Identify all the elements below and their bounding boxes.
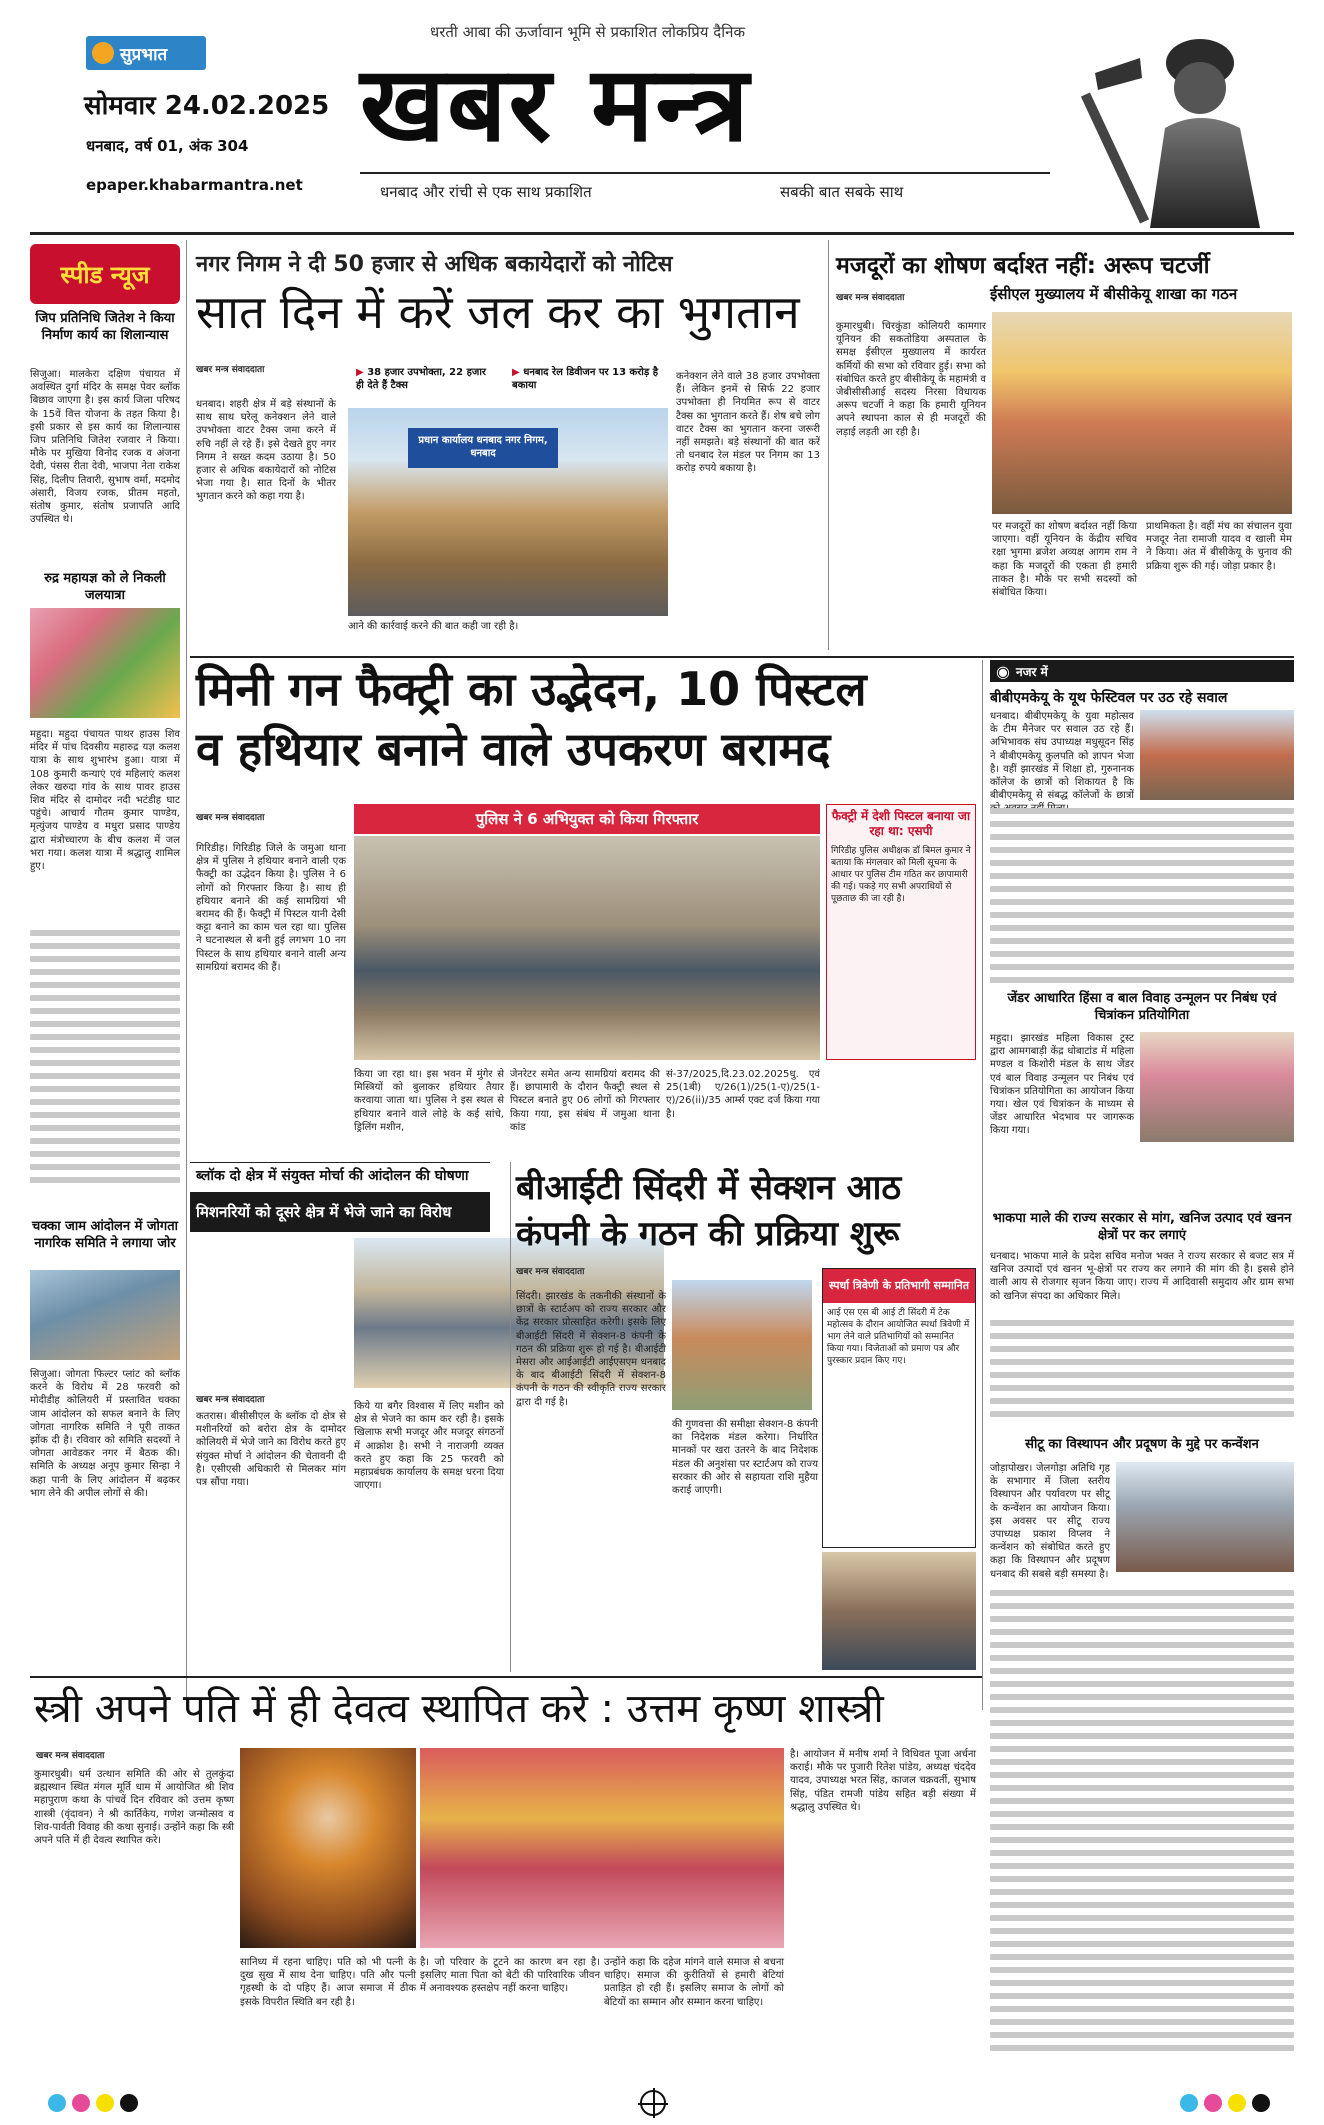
story5-box-head-text: स्पर्धा त्रिवेणी के प्रतिभागी सम्मानित [828, 1279, 970, 1292]
story2-headline: मजदूरों का शोषण बर्दाश्त नहीं: अरूप चटर्जी [836, 253, 1210, 279]
story5-headline-1: बीआईटी सिंदरी में सेक्शन आठ [516, 1168, 902, 1208]
story1-tag-2-text: धनबाद रेल डिवीजन पर 13 करोड़ है बकाया [512, 367, 659, 391]
right-text-4: जोड़ापोखर। जेलगोड़ा अतिथि गृह के सभागार में जिला स्तरीय विस्थापन और पर्यावरण पर सीटू के कन्वेंशन का आयोजन किया। इस अवसर पर सीटू राज्य उपाध्यक्ष प्रकाश विप्लव ने कन्वेंशन को संबोधित करते हुए कहा कि विस्थापन और प्रदूषण धनबाद की सबसे बड़ी समस्या है। [990, 1463, 1110, 1580]
story4-headline: ब्लॉक दो क्षेत्र में संयुक्त मोर्चा की आंदोलन की घोषणा [196, 1168, 469, 1184]
right-text-3: धनबाद। भाकपा माले के प्रदेश सचिव मनोज भक्त ने राज्य सरकार से बजट सत्र में खनिज उत्पादों एवं खनन भू-क्षेत्रों पर राज्य कर लगाने की मांग की है। इससे होने वाली आय से रोजगार सृजन किया जाए। राज्य में आदिवासी समुदाय और ग्राम सभा को खनिज संपदा का अधिकार मिले। [990, 1251, 1294, 1302]
right-tag [990, 660, 1294, 682]
right-photo-2 [1140, 1032, 1294, 1142]
story2-col-1: कुमारधुबी। चिरकुंडा कोलियरी कामगार यूनियन की सकतोडिया अस्पताल के समक्ष ईसीएल मुख्यालय में कार्यरत कर्मियों की सभा को रविवार हुई। सभा को संबोधित करते हुए बीसीकेयू के महामंत्री व जेबीसीसीआई सदस्य निरसा विधायक अरूप चटर्जी ने कहा कि हमारी यूनियन अपने स्थापना काल से ही मजदूरों की लड़ाई लड़ती आ रही है। [836, 321, 986, 438]
right-text-4-filler [990, 1590, 1294, 2070]
right-text-2: महुदा। झारखंड महिला विकास ट्रस्ट द्वारा आमगबाड़ी केंद्र धोबाटांड में महिला मण्डल व किशोरी मंडल के साथ जेंडर एवं बाल विवाह उन्मूलन पर निबंध एवं चित्रांकन प्रतियोगिता का आयोजन किया गया। खेल एवं चित्रांकन के माध्यम से जेंडर आधारित भेदभाव पर जागरूक किया गया। [990, 1033, 1134, 1137]
story6-photo-2 [420, 1748, 784, 1948]
right-headline-2: जेंडर आधारित हिंसा व बाल विवाह उन्मूलन पर निबंध एवं चित्रांकन प्रतियोगिता [1007, 991, 1277, 1023]
office-sign-text: प्रधान कार्यालय धनबाद नगर निगम, धनबाद [418, 435, 548, 459]
color-mark-black-2 [1252, 2094, 1270, 2112]
story2-photo [992, 312, 1292, 514]
story3-col-4: सं-37/2025,दि.23.02.2025धु. एवं 25(1बी) ए/26(1)/25(1-ए)/25(1-ए)/26(ii)/35 आर्म्स एक्ट दर्ज किया गया है। [666, 1069, 820, 1120]
issue-date: सोमवार 24.02.2025 [84, 91, 330, 121]
story4-col-1: कतरास। बीसीसीएल के ब्लॉक दो क्षेत्र से मशीनरियों को बरोरा क्षेत्र के दामोदर कोलियरी में भेजे जाने का विरोध करते हुए संयुक्त मोर्चा ने आंदोलन की चेतावनी दी है। एसीएसी अधिकारी से मिलकर मांग पत्र सौंपा गया। [196, 1411, 346, 1489]
story1-divider [828, 240, 829, 650]
story1-headline: सात दिन में करें जल कर का भुगतान [196, 285, 800, 339]
story3-banner [354, 804, 820, 834]
masthead-rule [360, 172, 1050, 174]
story5-byline: खबर मन्त्र संवाददाता [516, 1267, 585, 1277]
mid-rule-2 [190, 1162, 490, 1163]
story5-headline-2: कंपनी के गठन की प्रक्रिया शुरू [516, 1214, 900, 1254]
color-mark-yellow [96, 2094, 114, 2112]
left-photo-1 [30, 608, 180, 718]
left-headline-2: रुद्र महायज्ञ को ले निकली जलयात्रा [44, 571, 166, 603]
mid-rule-1 [190, 656, 1294, 658]
story6-col-3: है। जो परिवार के टूटने का कारण बन रहा है। इसलिए माता पिता को बेटी की पारिवारिक जीवन में अनावश्यक हस्तक्षेप नहीं करना चाहिए। [420, 1957, 600, 1995]
story3-side-text: गिरिडीह पुलिस अधीक्षक डॉ बिमल कुमार ने बताया कि मंगलवार को मिली सूचना के आधार पर पुलिस टीम गठित कर छापामारी की गई। पकड़े गए सभी अपराधियों से पूछताछ की जा रही है। [831, 846, 971, 904]
story4-divider [510, 1162, 511, 1672]
bottom-rule [30, 1676, 982, 1678]
story5-box [822, 1268, 976, 1548]
masthead-title: खबर मन्त्र [360, 43, 751, 165]
story1-kicker: नगर निगम ने दी 50 हजार से अधिक बकायेदारों को नोटिस [196, 252, 673, 277]
office-sign [408, 428, 558, 468]
color-mark-cyan-2 [1180, 2094, 1198, 2112]
masthead-bottom-rule [30, 232, 1294, 235]
color-mark-yellow-2 [1228, 2094, 1246, 2112]
right-text-3-filler [990, 1320, 1294, 1430]
right-text-1: धनबाद। बीबीएमकेयू के युवा महोत्सव के टीम मैनेजर पर सवाल उठ रहे हैं। अभिभावक संघ उपाध्यक्ष मधुसूदन सिंह ने बीबीएमकेयू कुलपति को ज्ञापन भेजा है। वहीं झारखंड में शिक्षा हो, गुरुनानक कॉलेज के छात्रों को शिकायत है कि बीबीएमकेयू से संबद्ध कॉलेजों के छात्रों [990, 711, 1134, 802]
story3-photo [354, 836, 820, 1060]
story1-col-1: धनबाद। शहरी क्षेत्र में बड़े संस्थानों के साथ साथ घरेलू कनेक्शन लेने वाले उपभोक्ता वाटर टैक्स जमा करने में रुचि नहीं ले रहे हैं। इसे देखते हुए नगर निगम ने सख्त कदम उठाया है। 50 हजार से अधिक बकायेदारों को नोटिस भेजा गया है। सात दिनों के भीतर भुगतान करने को कहा गया है। [196, 399, 336, 503]
story6-col-1: कुमारधुबी। धर्म उत्थान समिति की ओर से तुलकुंदा ब्रह्मस्थान स्थित मंगल मूर्ति धाम में आयोजित श्री शिव महापुराण कथा के पांचवें दिन रविवार को उत्तम कृष्ण शास्त्री (वृंदावन) ने श्री कार्तिकेय, गणेश जन्मोत्सव व शिव-पार्वती विवाह की कथा सुनाई। उन्होंने कहा कि स्त्री अपने पति में ही देवत्व स्थापित करे। [34, 1769, 234, 1847]
left-text-2-filler [30, 930, 180, 1210]
story1-col-2: कनेक्शन लेने वाले 38 हजार उपभोक्ता हैं। लेकिन इनमें से सिर्फ 22 हजार उपभोक्ता ही नियमित रूप से वाटर टैक्स का भुगतान करते हैं। शेष बचे लोग वाटर टैक्स का भुगतान करना जरूरी नहीं समझते। बड़े संस्थानों की बात करें तो धनबाद रेल मंडल पर निगम का 13 करोड़ रुपये बकाया है। [676, 371, 820, 475]
story5-box-text: आई एस एस बी आई टी सिंदरी में टेक महोत्सव के दौरान आयोजित स्पर्धा त्रिवेणी में भाग लेने वाले प्रतिभागियों को सम्मानित किया गया। विजेताओं को प्रमाण पत्र और पुरस्कार प्रदान किए गए। [827, 1308, 970, 1366]
story6-col-5: है। आयोजन में मनीष शर्मा ने विधिवत पूजा अर्चना कराई। मौके पर पुजारी रितेश पांडेय, अध्यक्ष चंददेव यादव, उपाध्यक्ष भरत सिंह, काजल चक्रवर्ती, सुभाष सिंह, पंडित रामजी पांडेय सहित बड़ी संख्या में श्रद्धालु उपस्थित थे। [790, 1749, 976, 1813]
masthead-subtitle: धनबाद और रांची से एक साथ प्रकाशित [380, 183, 592, 201]
story1-photo [348, 408, 668, 616]
story6-col-2: सानिध्य में रहना चाहिए। पति को भी पत्नी के दुख सुख में साथ देना चाहिए। पति और पत्नी गृहस्थी के दो पहिए हैं। आज समाज में ठीक इसके विपरीत स्थिति बन रही है। [240, 1957, 416, 2008]
story2-byline: खबर मन्त्र संवाददाता [836, 293, 905, 303]
right-photo-1 [1140, 710, 1294, 800]
story1-tag-2 [512, 366, 662, 392]
right-headline-4: सीटू का विस्थापन और प्रदूषण के मुद्दे पर कन्वेंशन [1025, 1437, 1259, 1452]
story3-byline: खबर मन्त्र संवाददाता [196, 813, 265, 823]
story5-col-1: सिंदरी। झारखंड के तकनीकी संस्थानों के छात्रों के स्टार्टअप को राज्य सरकार और केंद्र सरकार प्रोत्साहित करेगी। इसके लिए बीआईटी सिंदरी में सेक्शन-8 कंपनी के गठन की प्रक्रिया शुरू हो गई है। बीआईटी मेसरा और आईआईटी आईएसएम धनबाद के बाद बीआईटी सिंदरी में सेक्शन-8 कंपनी के गठन की स्वीकृति राज्य सरकार द्वारा दी गई है। [516, 1291, 666, 1408]
left-col-divider [186, 240, 187, 1710]
story1-byline: खबर मन्त्र संवाददाता [196, 365, 265, 375]
right-text-1-filler [990, 808, 1294, 988]
story3-banner-text: पुलिस ने 6 अभियुक्त को किया गिरफ्तार [475, 810, 699, 828]
story3-col-3: जेनरेटर समेत अन्य सामग्रियां बरामद की हैं। छापामारी के दौरान फैक्ट्री स्थल से पिस्टल बनाते हुए 06 लोगों को गिरफ्तार किया गया, इस संबंध में जमुआ थाना कांड [510, 1069, 660, 1133]
story6-headline: स्त्री अपने पति में ही देवत्व स्थापित करे : उत्तम कृष्ण शास्त्री [34, 1686, 884, 1732]
story1-caption: आने की कार्रवाई करने की बात कही जा रही है। [348, 621, 519, 632]
story2-col-2: पर मजदूरों का शोषण बर्दाश्त नहीं किया जाएगा। वहीं यूनियन के केंद्रीय सचिव रक्षा भुगमा ब्रजेश अव्यक्ष आगम राम ने कहा कि मजदूरों की एकता ही हमारी ताकत है। मौके पर सभी सदस्यों को संबोधित किया। [992, 521, 1137, 599]
color-mark-cyan [48, 2094, 66, 2112]
story4-col-2: किये या बगैर विश्वास में लिए मशीन को क्षेत्र से भेजने का काम कर रही है। इसके खिलाफ सभी मजदूर और मजदूर संगठनों में आक्रोश है। सभी ने नाराजगी व्यक्त करते हुए कहा कि 25 फरवरी को महाप्रबंधक कार्यालय के समक्ष धरना दिया जाएगा। [354, 1401, 504, 1492]
speed-news-badge [30, 244, 180, 304]
story5-col-2: की गुणवत्ता की समीक्षा सेक्शन-8 कंपनी का निदेशक मंडल करेगा। निर्धारित मानकों पर खरा उतरने के बाद निदेशक मंडल की अनुशंसा पर स्टार्टअप को राज्य सरकार की ओर से सहायता राशि मुहैया कराई जाएगी। [672, 1419, 818, 1497]
brand-logo-icon [92, 42, 114, 64]
story4-sub: मिशनरियों को दूसरे क्षेत्र में भेजे जाने का विरोध [196, 1203, 452, 1221]
brand-badge-text: सुप्रभात [120, 44, 168, 65]
crosshair-icon [640, 2090, 666, 2116]
story6-byline: खबर मन्त्र संवाददाता [36, 1751, 105, 1761]
miner-statue-image [1090, 18, 1300, 228]
left-text-3: सिजुआ। जोगता फिल्टर प्लांट को ब्लॉक करने के विरोध में 28 फरवरी को मोदीडीह कोलियरी में प्रस्तावित चक्का जाम आंदोलन को सफल बनाने के लिए जोगता नागरिक समिति ने पूरी ताकत झोंक दी है। रविवार को समिति सदस्यों ने जोगता आवेडकर नगर में बैठक की। समिति के अध्यक्ष अनूप कुमार सिन्हा ने कहा पानी के लिए आंदोलन में बढ़कर भाग लेने की अपील लोगों से की। [30, 1369, 180, 1499]
story3-col-2: किया जा रहा था। इस भवन में मुंगेर से मिस्त्रियों को बुलाकर हथियार तैयार करवाया जाता था। पुलिस ने इस स्थल से हथियार बनाने वाले लोहे के कई सांचे, ड्रिलिंग मशीन, [354, 1069, 504, 1133]
right-photo-4 [1116, 1462, 1294, 1572]
edition-info: धनबाद, वर्ष 01, अंक 304 [86, 137, 249, 155]
story1-tag-1 [356, 366, 496, 392]
story5-box-photo [822, 1552, 976, 1670]
right-tag-text: नजर में [1015, 664, 1048, 679]
color-mark-magenta-2 [1204, 2094, 1222, 2112]
story5-photo [672, 1280, 812, 1410]
story3-side-head: फैक्ट्री में देशी पिस्टल बनाया जा रहा था: एसपी [831, 809, 971, 838]
left-photo-2 [30, 1270, 180, 1360]
story6-col-4: उन्होंने कहा कि दहेज मांगने वाले समाज से बचना चाहिए। समाज की कुरीतियों से हमारी बेटियां प्रताड़ित हो रही हैं। इसलिए समाज के लोगों को बेटियों का सम्मान और सम्मान करना चाहिए। [604, 1957, 784, 2008]
tagline-top: धरती आबा की ऊर्जावान भूमि से प्रकाशित लोकप्रिय दैनिक [430, 23, 745, 41]
left-text-1: सिजुआ। मालकेरा दक्षिण पंचायत में अवस्थित दुर्गा मंदिर के समक्ष पेवर ब्लॉक बिछाव जाएगा है। इस कार्य जिला परिषद के 15वें वित्त योजना के तहत किया है। इसी प्रकार से इस कार्य का शिलान्यास जिप प्रतिनिधि जितेश रजवार ने किया। मौके पर मुखिया विनोद रजक व अंजना देवी, पंसस रीता देवी, भाजपा नेता राकेश सिंह, दिलीप तिवारी, सुभाष वर्मा, मदमोद अंसारी, विजय रजक, प्रीतम महतो, संतोष कुमार, संतोष प्रजापति आदि उपस्थित थे। [30, 369, 180, 526]
site-url[interactable]: epaper.khabarmantra.net [86, 176, 303, 194]
brand-badge [86, 36, 206, 70]
story3-right-divider [982, 660, 983, 1710]
right-headline-1: बीबीएमकेयू के यूथ फेस्टिवल पर उठ रहे सवाल [990, 690, 1228, 706]
right-headline-3: भाकपा माले की राज्य सरकार से मांग, खनिज उत्पाद एवं खनन क्षेत्रों पर कर लगाएं [992, 1211, 1292, 1243]
arrow-icon: ▶ [356, 367, 364, 378]
left-headline-3: चक्का जाम आंदोलन में जोगता नागरिक समिति ने लगाया जोर [31, 1219, 179, 1251]
left-headline-1: जिप प्रतिनिधि जितेश ने किया निर्माण कार्य का शिलान्यास [35, 311, 175, 343]
color-mark-magenta [72, 2094, 90, 2112]
eye-icon: ◉ [996, 661, 1010, 681]
story2-col-3: प्राथमिकता है। वहीं मंच का संचालन युवा मजदूर नेता रामाजी यादव व खाली मेम ने किया। अंत में बीसीकेयू के चुनाव की प्रक्रिया शुरू की गई। जोड़ा प्रकार है। [1146, 521, 1292, 572]
story5-box-head [823, 1269, 975, 1303]
story3-headline-1: मिनी गन फैक्ट्री का उद्भेदन, 10 पिस्टल [196, 662, 867, 716]
story2-sub: ईसीएल मुख्यालय में बीसीकेयू शाखा का गठन [990, 285, 1238, 303]
story6-photo-1 [240, 1748, 416, 1948]
arrow-icon: ▶ [512, 367, 520, 378]
story3-headline-2: व हथियार बनाने वाले उपकरण बरामद [196, 722, 831, 776]
story3-side-box [826, 804, 976, 1060]
speed-news-text: स्पीड न्यूज [60, 260, 150, 289]
left-text-2: महुदा। महुदा पंचायत पाथर हाउस शिव मंदिर में पांच दिवसीय महारुद्र यज्ञ कलश यात्रा के साथ शुभारंभ हुआ। यात्रा में 108 कुमारी कन्याएं एवं महिलाएं कलश लेकर खरुदा गांव के साथ पावर हाउस शिव मंदिर से दामोदर नदी भटंडीह घाट पहुंचे। आचार्य गौतम कुमार पाण्डेय, मृत्युंजय पाण्डेय व मधुरा प्रसाद पाण्डेय द्वारा मंत्रोच्चारण के बीच कलश में जल भरा गया। कलश यात्रा में श्रद्धालु शामिल हुए। [30, 729, 180, 873]
story3-side-footer [826, 1068, 976, 1158]
story4-byline: खबर मन्त्र संवाददाता [196, 1395, 265, 1405]
story3-col-1: गिरिडीह। गिरिडीह जिले के जमुआ थाना क्षेत्र में पुलिस ने हथियार बनाने वाली एक फैक्ट्री का उद्भेदन किया है। पुलिस ने 6 लोगों को गिरफ्तार किया है। साथ ही हथियार बनाने की कई सामग्रियां भी बरामद की हैं। फैक्ट्री में पिस्टल यानी देसी कट्टा बनाने का काम चल रहा था। पुलिस ने घटनास्थल से बनी हुई लगभग 10 नग पिस्टल के साथ हथियार बनाने वाली अन्य सामग्रियां बरामद की हैं। [196, 843, 346, 973]
story1-tag-1-text: 38 हजार उपभोक्ता, 22 हजार ही देते हैं टैक्स [356, 367, 486, 391]
color-mark-black [120, 2094, 138, 2112]
story4-sub-box [190, 1192, 490, 1232]
masthead-slogan: सबकी बात सबके साथ [780, 183, 904, 201]
